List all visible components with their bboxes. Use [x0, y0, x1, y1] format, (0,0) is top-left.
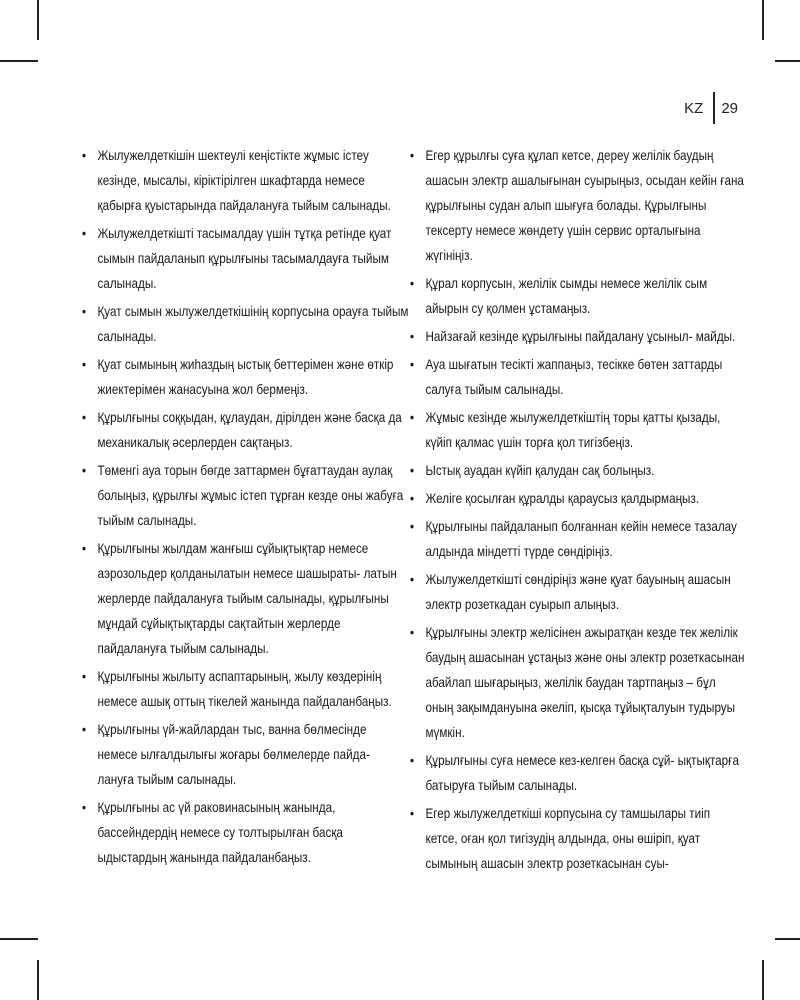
list-item: • Құрылғыны электр желісінен ажыратқан кезде тек желілік баудың ашасынан ұстаңыз және оны электр розеткасынан абайлап шығарыңыз, желілік баудан тартпаңыз – бұл оның зақымдануына әкеліп, қысқа тұйықталуын тудыруы мүмкін. — [410, 620, 745, 745]
list-item: • Найзағай кезінде құрылғыны пайдалану ұсыныл- майды. — [410, 324, 745, 349]
bullet-icon: • — [82, 148, 87, 163]
bullet-icon: • — [410, 519, 415, 534]
list-item: • Ауа шығатын тесікті жаппаңыз, тесікке бөтен заттарды салуға тыйым салынады. — [410, 352, 745, 402]
list-item: • Егер жылужелдеткіші корпусына су тамшылары тиіп кетсе, оған қол тигізудің алдында, оны өшіріп, қуат сымының ашасын электр розеткасынан суы- — [410, 801, 745, 876]
list-item: • Жылужелдеткішін шектеулі кеңістікте жұмыс істеу кезінде, мысалы, кіріктірілген шкафтарда немесе қабырға қуыстарында пайдалануға тыйым салынады. — [82, 143, 409, 218]
list-item: • Жылужелдеткішті сөндіріңіз және қуат бауының ашасын электр розеткадан суырып алыңыз. — [410, 567, 745, 617]
bullet-icon: • — [410, 463, 415, 478]
bullet-icon: • — [82, 722, 87, 737]
bullet-icon: • — [82, 541, 87, 556]
list-item: • Төменгі ауа торын бөгде заттармен бұғаттаудан аулақ болыңыз, құрылғы жұмыс істеп тұрған кезде оны жабуға тыйым салынады. — [82, 458, 409, 533]
crop-mark-top-left — [37, 0, 39, 40]
bullet-icon: • — [410, 357, 415, 372]
list-item: • Құрылғыны жылыту аспаптарының, жылу көздерінің немесе ашық оттың тікелей жанында пайдаланбаңыз. — [82, 664, 409, 714]
language-code: KZ — [684, 99, 704, 117]
right-column-list — [410, 143, 745, 879]
list-item: • Жұмыс кезінде жылужелдеткіштің торы қатты қызады, күйіп қалмас үшін торға қол тигізбеңіз. — [410, 405, 745, 455]
crop-mark-top-right-h — [775, 60, 800, 62]
bullet-icon: • — [82, 669, 87, 684]
crop-mark-bottom-left-h — [0, 938, 38, 940]
bullet-icon: • — [410, 410, 415, 425]
list-item: • Жылужелдеткішті тасымалдау үшін тұтқа ретінде қуат сымын пайдаланып құрылғыны тасымалдауға тыйым салынады. — [82, 221, 409, 296]
bullet-icon: • — [410, 806, 415, 821]
list-item: • Құрылғыны үй-жайлардан тыс, ванна бөлмесінде немесе ылғалдылығы жоғары бөлмелерде пайда- лануға тыйым салынады. — [82, 717, 409, 792]
bullet-icon: • — [410, 491, 415, 506]
bullet-icon: • — [82, 410, 87, 425]
crop-mark-top-right — [762, 0, 764, 40]
list-item: • Ыстық ауадан күйіп қалудан сақ болыңыз. — [410, 458, 745, 483]
bullet-icon: • — [82, 800, 87, 815]
bullet-icon: • — [410, 625, 415, 640]
list-item: • Желіге қосылған құралды қараусыз қалдырмаңыз. — [410, 486, 745, 511]
crop-mark-bottom-right-h — [775, 938, 800, 940]
bullet-icon: • — [410, 276, 415, 291]
bullet-icon: • — [410, 148, 415, 163]
list-item: • Құрылғыны ас үй раковинасының жанында, бассейндердің немесе су толтырылған басқа ыдыстардың жанында пайдаланбаңыз. — [82, 795, 409, 870]
bullet-icon: • — [410, 572, 415, 587]
list-item: • Құрылғыны суға немесе кез-келген басқа сұй- ықтықтарға батыруға тыйым салынады. — [410, 748, 745, 798]
page-number: 29 — [721, 99, 738, 117]
bullet-icon: • — [82, 304, 87, 319]
list-item: • Қуат сымын жылужелдеткішінің корпусына орауға тыйым салынады. — [82, 299, 409, 349]
bullet-icon: • — [82, 226, 87, 241]
list-item: • Егер құрылғы суға құлап кетсе, дереу желілік баудың ашасын электр ашалығынан суырыңыз, осыдан кейін ғана құрылғыны судан алып шығуға болады. Құрылғыны тексерту немесе жөндету үшін сервис орталығына жүгініңіз. — [410, 143, 745, 268]
list-item: • Құрылғыны жылдам жанғыш сұйықтықтар немесе аэрозольдер қолданылатын немесе шашыраты- латын жерлерде пайдалануға тыйым салынады, құрылғыны мұндай сұйықтықтарды сақтайтын жерлерде пайдалануға тыйым салынады. — [82, 536, 409, 661]
left-column-list — [82, 143, 409, 873]
list-item: • Қуат сымының жиһаздың ыстық беттерімен және өткір жиектерімен жанасуына жол бермеңіз. — [82, 352, 409, 402]
list-item: • Құрылғыны пайдаланып болғаннан кейін немесе тазалау алдында міндетті түрде сөндіріңіз. — [410, 514, 745, 564]
bullet-icon: • — [82, 357, 87, 372]
bullet-icon: • — [82, 463, 87, 478]
crop-mark-bottom-left — [37, 960, 39, 1000]
bullet-icon: • — [410, 329, 415, 344]
page-header — [684, 92, 738, 124]
crop-mark-bottom-right — [762, 960, 764, 1000]
list-item: • Құрал корпусын, желілік сымды немесе желілік сым айырын су қолмен ұстамаңыз. — [410, 271, 745, 321]
crop-mark-top-left-h — [0, 60, 38, 62]
bullet-icon: • — [410, 753, 415, 768]
list-item: • Құрылғыны соққыдан, құлаудан, дірілден және басқа да механикалық әсерлерден сақтаңыз. — [82, 405, 409, 455]
